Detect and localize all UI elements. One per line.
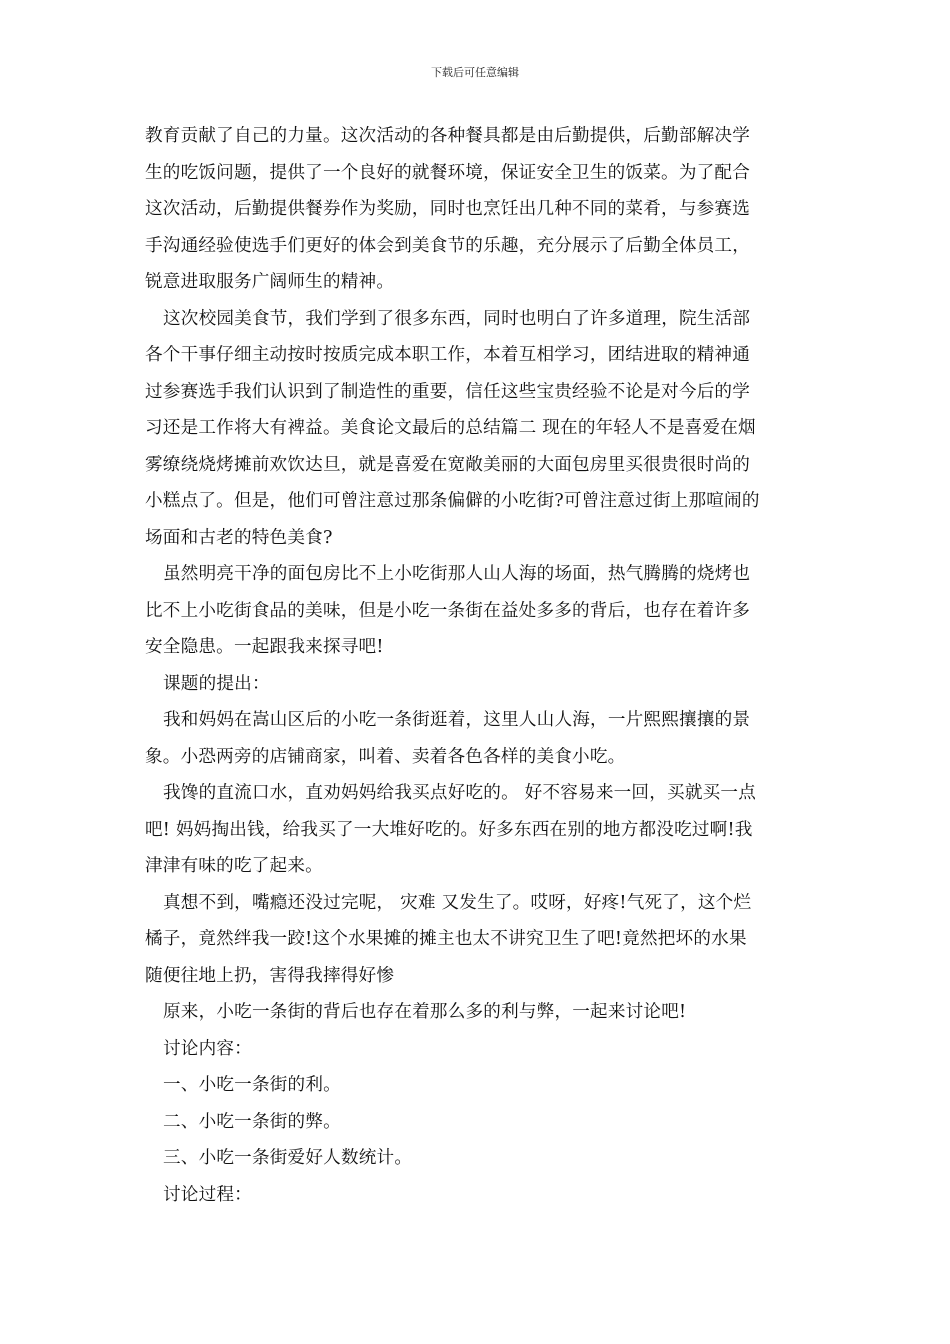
text-line: 场面和古老的特色美食? [145,527,333,548]
text-line: 三、小吃一条街爱好人数统计。 [163,1148,413,1168]
page-header: 下载后可任意编辑 [431,66,519,79]
text-line: 小糕点了。但是，他们可曾注意过那条偏僻的小吃街?可曾注意过街上那喧闹的 [145,491,760,511]
text-line: 津津有味的吃了起来。 [145,856,323,876]
text-line: 这次活动，后勤提供餐券作为奖励，同时也烹饪出几种不同的菜肴，与参赛选 [145,199,750,219]
text-line: 雾缭绕烧烤摊前欢饮达旦，就是喜爱在宽敞美丽的大面包房里买很贵很时尚的 [145,454,750,475]
text-line: 橘子，竟然绊我一跤!这个水果摊的摊主也太不讲究卫生了吧!竟然把坏的水果 [145,929,747,949]
text-line: 虽然明亮干净的面包房比不上小吃街那人山人海的场面，热气腾腾的烧烤也 [163,564,751,584]
text-line: 教育贡献了自己的力量。这次活动的各种餐具都是由后勤提供，后勤部解决学 [145,126,750,146]
text-line: 这次校园美食节，我们学到了很多东西，同时也明白了许多道理，院生活部 [163,308,751,329]
text-line: 象。小恐两旁的店铺商家，叫着、卖着各色各样的美食小吃。 [145,746,626,767]
text-line: 习还是工作将大有裨益。美食论文最后的总结篇二 现在的年轻人不是喜爱在烟 [145,418,756,438]
text-line: 手沟通经验使选手们更好的体会到美食节的乐趣，充分展示了后勤全体员工， [145,235,750,256]
text-line: 我馋的直流口水，直劝妈妈给我买点好吃的。 好不容易来一回，买就买一点 [163,783,756,803]
text-line: 吧! 妈妈掏出钱，给我买了一大堆好吃的。好多东西在别的地方都没吃过啊!我 [145,819,753,840]
text-line: 锐意进取服务广阔师生的精神。 [145,272,395,292]
text-line: 一、小吃一条街的利。 [163,1075,341,1095]
text-line: 讨论过程： [163,1184,252,1205]
text-line: 比不上小吃街食品的美味，但是小吃一条街在益处多多的背后，也存在着许多 [145,600,750,621]
text-line: 生的吃饭问题，提供了一个良好的就餐环境，保证安全卫生的饭菜。为了配合 [145,162,750,183]
text-line: 各个干事仔细主动按时按质完成本职工作，本着互相学习，团结进取的精神通 [145,345,750,365]
text-line: 随便往地上扔，害得我摔得好惨 [145,965,395,986]
text-line: 二、小吃一条街的弊。 [163,1111,341,1132]
text-line: 课题的提出： [163,673,270,694]
text-line: 原来，小吃一条街的背后也存在着那么多的利与弊，一起来讨论吧! [163,1002,687,1022]
text-line: 真想不到，嘴瘾还没过完呢， 灾难 又发生了。哎呀，好疼!气死了，这个烂 [163,892,752,913]
text-line: 安全隐患。一起跟我来探寻吧! [145,637,384,657]
document-body [145,118,809,1213]
text-line: 我和妈妈在嵩山区后的小吃一条街逛着，这里人山人海，一片熙熙攘攘的景 [163,710,751,730]
text-line: 讨论内容： [163,1038,252,1059]
text-line: 过参赛选手我们认识到了制造性的重要，信任这些宝贵经验不论是对今后的学 [145,381,750,402]
